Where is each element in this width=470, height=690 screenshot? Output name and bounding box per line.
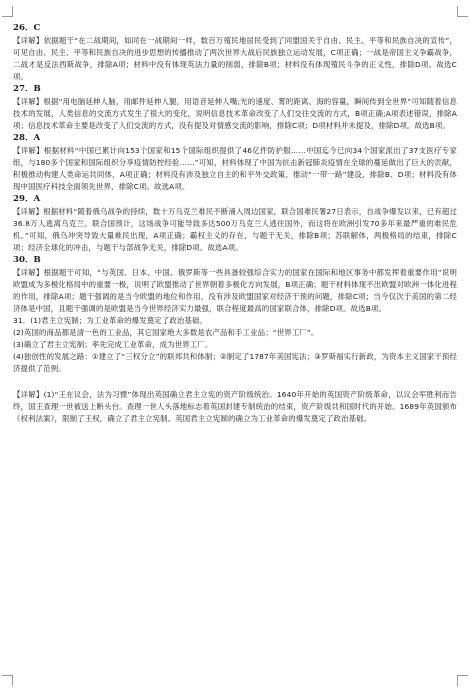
q31-answer-line-1: 31．(1)君主立宪制；为工业革命的爆发奠定了政治基础。 [13,316,208,325]
q26-explanation: 【详解】依据题干“在二战期间，如同在一战期间一样，数百万殖民地居民受到了同盟国关于自由、民主、平等和民族自决的宣传”，可见自由、民主、平等和民族自决的进步思想的传播推动了两次世界大战后民族独立运动发展，C项正确；一战是帝国主义争霸战争，二战才是反法西斯战争，排除A项；材料中没有体现英法力量的削弱，排除B项；材料没有体现殖民斗争的正义性，排除D项。故选C项。 [13,36,457,81]
q31-explanation: 【详解】(1)“王在议会，法为习惯”体现出英国确立君主立宪的资产阶级统治。1640年开始的英国资产阶级革命，以议会军胜利而告终，国王查理一世被送上断头台。查理一世人头落地标志着英国封建专制统治的结束，资产阶级共和国时代的开始。1689年英国颁布《权利法案》，限制了王权，确立了君主立宪制。英国君主立宪制的确立为工业革命的爆发奠定了政治基础。 [13,390,457,423]
q30-explanation: 【详解】根据题干可知，“与英国、日本、中国、俄罗斯等一些具备较强综合实力的国家在国际和地区事务中都发挥着重要作用”说明欧盟成为多极化格局中的重要一极，说明了欧盟推动了世界朝着多极化方向发展，B项正确；题干材料体现不出欧盟对欧洲一体化进程的作用，排除A项；题干强调的是当今欧盟的地位和作用，没有涉及欧盟国家对经济干预的问题，排除C项；当今仅次于美国的第二经济体是中国，且题干强调的是欧盟是当今世界经济实力最强，联合程度最高的国家联合体，排除D项。故选B项。 [13,268,457,313]
crop-mark-top-right [457,6,468,17]
q29-explanation: 【详解】根据材料“随着俄乌战争的持续，数十万乌克兰难民不断涌入周边国家，联合国难民署27日表示，自战争爆发以来，已有超过36.8万人逃离乌克兰。联合国预计，这场战争可能导致多达500万乌克兰人逃往国外，而这将在欧洲引发70多年来最严重的难民危机。”可知，俄乌冲突导致大量难民出现，A项正确；霸权主义的存在，与题干无关，排除B项；苏联解体，两极格局的结束，排除C项；经济全球化的冲击，与题干与部战争无关，排除D项。故选A项。 [13,207,457,252]
crop-mark-top-left [2,6,13,17]
q29-answer: 29．A [13,194,41,204]
q28-explanation: 【详解】根据材料“中国已累计向153个国家和15个国际组织提供了46亿件防护服……中国迄今已向34个国家派出了37支医疗专家组，与180多个国家和国际组织分享疫情防控经验……”可知，材料体现了中国为抗击新冠肺炎疫情在全球的蔓延做出了巨大的贡献，积极推动构建人类命运共同体，A项正确；材料没有涉及独立自主的和平外交政策、推动“一带一路”建设，排除B、D项；材料没有体现中国医疗科技全面领先世界，排除C项。故选A项。 [13,146,457,191]
crop-mark-bottom-right [457,675,468,686]
q30-answer: 30．B [13,255,41,265]
q28-answer: 28．A [13,133,41,143]
q26-answer: 26．C [13,23,41,33]
q31-answer-line-4: (4)独创性的发展之路：①建立了“三权分立”的联邦共和体制；②制定了1787年美国宪法；③罗斯福实行新政，为资本主义国家干预经济提供了范例。 [13,352,457,373]
crop-mark-bottom-left [2,675,13,686]
q31-answer-line-2: (2)英国的商品都是清一色的工业品，其它国家绝大多数是农产品和手工业品；“世界工厂”。 [13,328,319,337]
q27-answer: 27．B [13,84,41,94]
section-gap [13,375,457,389]
q27-explanation: 【详解】根据“用电脑延伸人脑，用邮件延伸人腿，用语音延伸人嘴;光的速度、雾的距离、海的容量，瞬间传到全世界”可知随着信息技术的发展，人类信息的交流方式发生了很大的变化，说明信息技术革命改变了人们交往交流的方式，B项正确;A项表述错误，排除A项；信息技术革命主要是改变了人们交流的方式，没有提及对情感交流的影响，排除C项；D项材料并未提及，排除D项。故选B项。 [13,97,457,130]
q31-answer-line-3: (3)确立了君主立宪制；率先完成工业革命，成为世界工厂。 [13,340,213,349]
